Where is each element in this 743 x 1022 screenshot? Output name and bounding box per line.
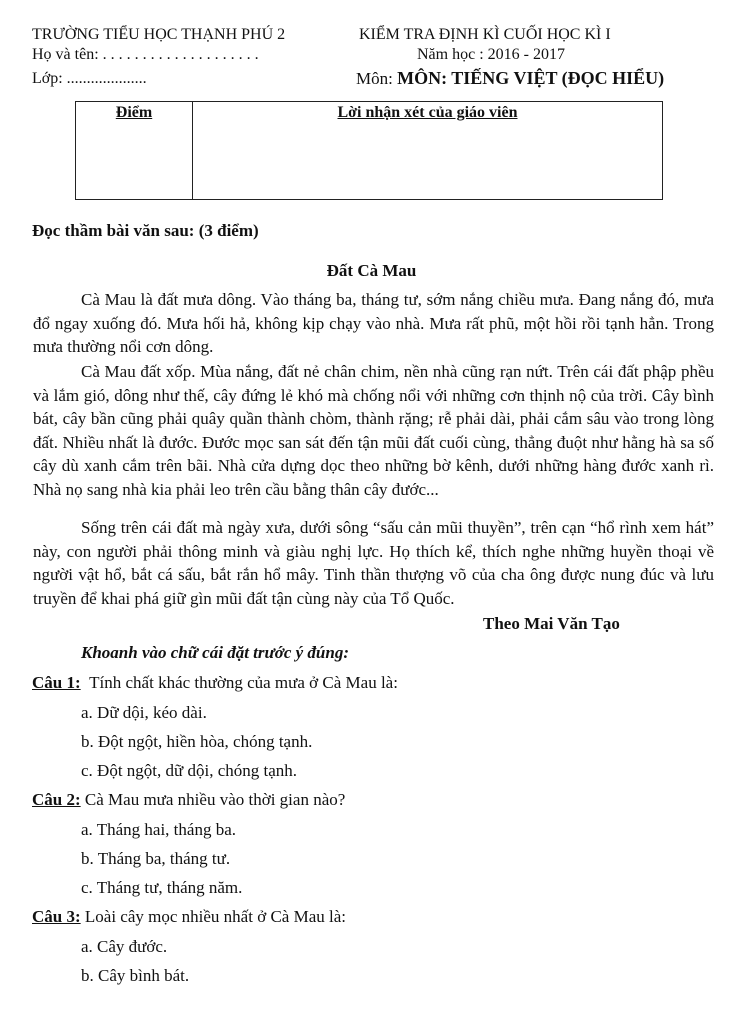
q3-option-a[interactable]: a. Cây đước. (81, 937, 168, 956)
subject-prefix: Môn: (356, 69, 393, 88)
q1-option-a[interactable]: a. Dữ dội, kéo dài. (81, 703, 207, 722)
subject-title: MÔN: TIẾNG VIỆT (ĐỌC HIỂU) (397, 68, 665, 88)
question-2 (32, 790, 345, 810)
exam-title: KIỂM TRA ĐỊNH KÌ CUỐI HỌC KÌ I (359, 26, 611, 43)
q2-option-b[interactable]: b. Tháng ba, tháng tư. (81, 849, 231, 868)
q1-option-b[interactable]: b. Đột ngột, hiền hòa, chóng tạnh. (81, 732, 313, 751)
story-title: Đất Cà Mau (326, 261, 417, 280)
score-table (75, 101, 663, 200)
q3-option-b[interactable]: b. Cây bình bát. (81, 966, 190, 985)
question-3 (32, 907, 346, 927)
student-name-field: Họ và tên: . . . . . . . . . . . . . . . . . . . . (32, 46, 259, 63)
story-paragraph-1: Cà Mau là đất mưa dông. Vào tháng ba, tháng tư, sớm nắng chiều mưa. Đang nắng đó, mưa đổ ngay xuống đó. Mưa hối hả, không kịp chạy vào nhà. Mưa rất phũ, một hồi rồi tạnh hẳn. Trong mưa thường nổi cơn dông. (33, 290, 714, 356)
question-label: Câu 3: (32, 907, 81, 926)
story-author: Theo Mai Văn Tạo (483, 614, 620, 633)
question-1 (32, 673, 398, 693)
q2-option-c[interactable]: c. Tháng tư, tháng năm. (81, 878, 243, 897)
school-year: Năm học : 2016 - 2017 (417, 46, 565, 63)
question-text: Loài cây mọc nhiều nhất ở Cà Mau là: (84, 907, 346, 926)
teacher-comment-header: Lời nhận xét của giáo viên (337, 104, 518, 121)
score-header: Điểm (115, 104, 153, 121)
question-text: Tính chất khác thường của mưa ở Cà Mau là: (89, 673, 398, 692)
question-label: Câu 1: (32, 673, 81, 692)
story-paragraph-3: Sống trên cái đất mà ngày xưa, dưới sông “sấu cản mũi thuyền”, trên cạn “hổ rình xem hát” này, con người phải thông minh và giàu nghị lực. Họ thích kể, thích nghe những huyền thoại về người vật hổ, bắt cá sấu, bắt rắn hổ mây. Tinh thần thượng võ của cha ông được nung đúc và lưu truyền để khai phá giữ gìn mũi đất tận cùng này của Tổ Quốc. (33, 518, 714, 608)
class-field: Lớp: .................... (32, 70, 147, 87)
school-name: TRƯỜNG TIỂU HỌC THẠNH PHÚ 2 (32, 26, 286, 43)
reading-instruction: Đọc thầm bài văn sau: (3 điểm) (32, 221, 259, 240)
subject-line (356, 68, 664, 89)
question-text: Cà Mau mưa nhiều vào thời gian nào? (84, 790, 346, 809)
question-label: Câu 2: (32, 790, 81, 809)
q2-option-a[interactable]: a. Tháng hai, tháng ba. (81, 820, 237, 839)
q1-option-c[interactable]: c. Đột ngột, dữ dội, chóng tạnh. (81, 761, 298, 780)
story-paragraph-2: Cà Mau đất xốp. Mùa nắng, đất nẻ chân chim, nền nhà cũng rạn nứt. Trên cái đất phập phều và lắm gió, dông như thế, cây đứng lẻ khó mà chống nổi với những cơn thịnh nộ của trời. Cây bình bát, cây bần cũng phải quây quần thành chòm, thành rặng; rễ phải dài, phải cắm sâu vào trong lòng đất. Nhiều nhất là đước. Đước mọc san sát đến tận mũi đất cuối cùng, thẳng đuột như hằng hà sa số cây dù xanh cắm trên bãi. Nhà cửa dựng dọc theo những bờ kênh, dưới những hàng đước xanh rì. Nhà nọ sang nhà kia phải leo trên cầu bằng thân cây đước... (33, 362, 714, 499)
task-instruction: Khoanh vào chữ cái đặt trước ý đúng: (81, 643, 349, 662)
